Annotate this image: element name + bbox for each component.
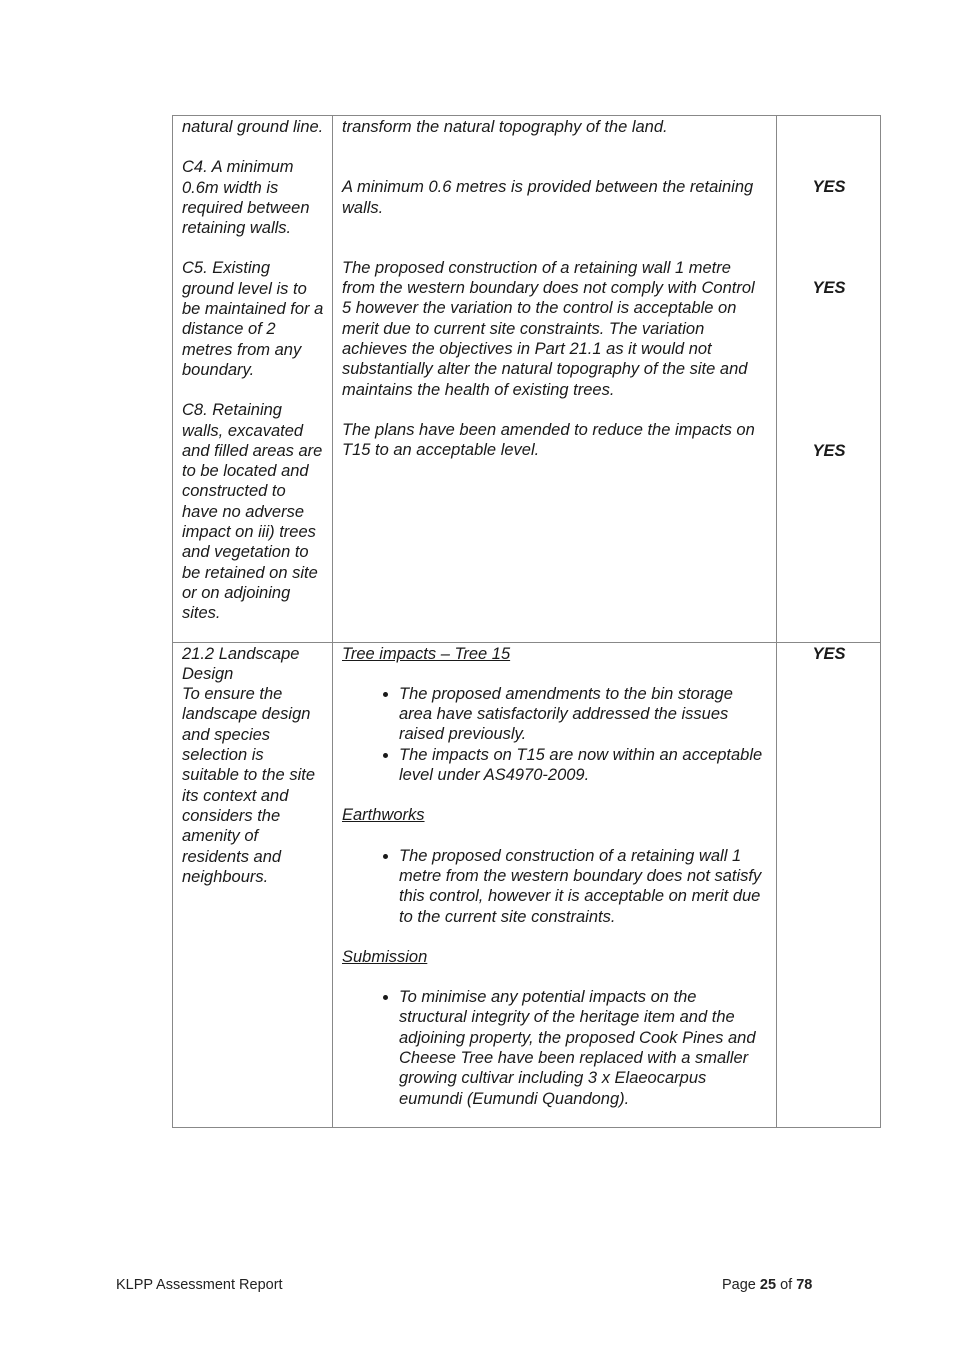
page-total: 78: [796, 1277, 813, 1293]
control-text: To ensure the landscape design and species selection is suitable to the site its context and considers the amenity of residents and neighbours.: [182, 685, 315, 886]
compliance-yes: YES: [812, 279, 846, 298]
list-item: • The proposed amendments to the bin storage area have satisfactorily addressed the issues raised previously.: [399, 684, 768, 745]
section-heading: Tree impacts – Tree 15: [342, 644, 511, 663]
control-text: natural ground line.: [182, 118, 324, 136]
section-heading: Submission: [342, 947, 428, 966]
bullet-list: [342, 987, 768, 1109]
control-heading: 21.2 Landscape Design: [182, 644, 300, 683]
footer-report-title: KLPP Assessment Report: [116, 1277, 283, 1293]
control-text: C8. Retaining walls, excavated and filled areas are to be located and constructed to have no adverse impact on iii) trees and vegetation to be retained on site or on adjoining sites.: [182, 401, 323, 623]
compliance-cell: [777, 642, 881, 1127]
control-text: C5. Existing ground level is to be maintained for a distance of 2 metres from any boundary.: [182, 259, 324, 379]
assessment-table: [172, 115, 881, 1128]
comment-text: A minimum 0.6 metres is provided between the retaining walls.: [342, 178, 754, 217]
compliance-yes: YES: [812, 644, 846, 663]
bullet-list: [342, 684, 768, 785]
table-row: [173, 116, 881, 643]
page-number: 25: [759, 1277, 777, 1293]
control-cell: [173, 642, 333, 1127]
bullet-list: [342, 846, 768, 927]
comment-text: transform the natural topography of the land.: [342, 118, 668, 136]
list-item: • The impacts on T15 are now within an acceptable level under AS4970-2009.: [399, 745, 768, 786]
comment-cell: [333, 116, 777, 643]
control-cell: [173, 116, 333, 643]
compliance-yes: YES: [812, 441, 846, 460]
list-item: • The proposed construction of a retaining wall 1 metre from the western boundary does not satisfy this control, however it is acceptable on merit due to the current site constraints.: [399, 846, 768, 927]
compliance-yes: YES: [812, 178, 846, 196]
comment-text: The proposed construction of a retaining wall 1 metre from the western boundary does not comply with Control 5 however the variation to the control is acceptable on merit due to current site constraints. The variation achieves the objectives in Part 21.1 as it would not substantially alter the natural topography of the site and maintains the health of existing trees.: [342, 258, 755, 399]
table-row: [173, 642, 881, 1127]
page-of: of: [776, 1277, 797, 1293]
compliance-cell: [777, 116, 881, 643]
list-item: • To minimise any potential impacts on the structural integrity of the heritage item and the adjoining property, the proposed Cook Pines and Cheese Tree have been replaced with a smaller growing cultivar including 3 x Elaeocarpus eumundi (Eumundi Quandong).: [399, 987, 768, 1109]
control-text: C4. A minimum 0.6m width is required between retaining walls.: [182, 158, 310, 238]
comment-cell: [333, 642, 777, 1127]
page-prefix: Page: [722, 1277, 760, 1293]
section-heading: Earthworks: [342, 806, 425, 825]
comment-text: The plans have been amended to reduce the impacts on T15 to an acceptable level.: [342, 420, 755, 460]
footer-page-number: [722, 1277, 812, 1293]
